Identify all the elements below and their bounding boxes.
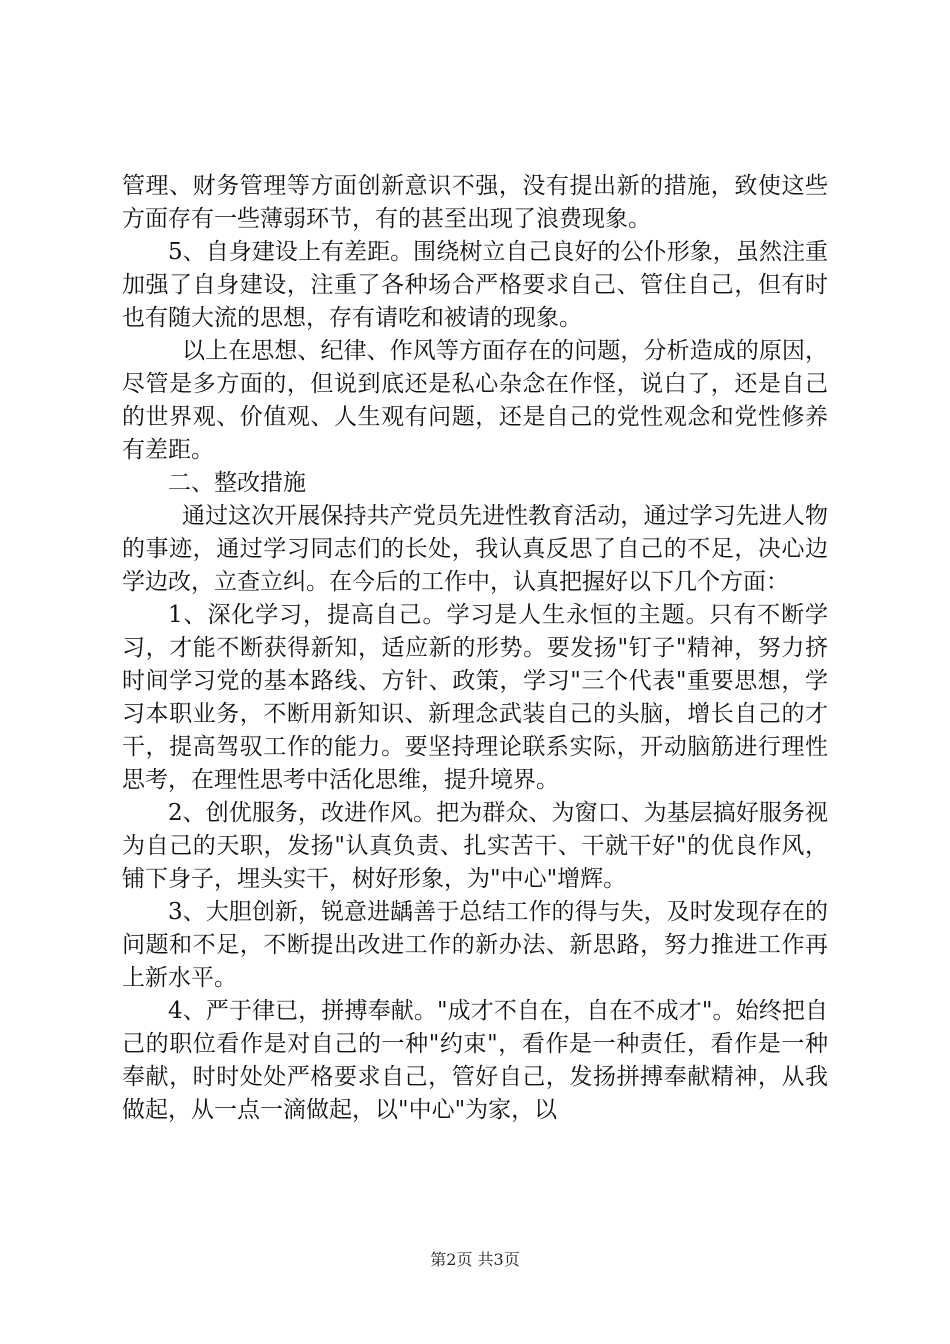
page-number-label: 第2页 共3页 bbox=[430, 1250, 520, 1269]
paragraph-2: 5、自身建设上有差距。围绕树立自己良好的公仆形象，虽然注重加强了自身建设，注重了各种场合严格要求自己、管住自己，但有时也有随大流的思想，存有请吃和被请的现象。 bbox=[122, 239, 828, 331]
document-body bbox=[122, 170, 828, 1127]
paragraph-6: 2、创优服务，改进作风。把为群众、为窗口、为基层搞好服务视为自己的天职，发扬"认真负责、扎实苦干、干就干好"的优良作风，铺下身子，埋头实干，树好形象，为"中心"增辉。 bbox=[122, 800, 828, 892]
paragraph-5: 1、深化学习，提高自己。学习是人生永恒的主题。只有不断学习，才能不断获得新知，适应新的形势。要发扬"钉子"精神，努力挤时间学习党的基本路线、方针、政策，学习"三个代表"重要思想，学习本职业务，不断用新知识、新理念武装自己的头脑，增长自己的才干，提高驾驭工作的能力。要坚持理论联系实际，开动脑筋进行理性思考，在理性思考中活化思维，提升境界。 bbox=[122, 602, 828, 793]
page-footer bbox=[0, 1250, 950, 1270]
section-heading: 二、整改措施 bbox=[168, 470, 306, 496]
paragraph-7: 3、大胆创新，锐意进龋善于总结工作的得与失，及时发现存在的问题和不足，不断提出改进工作的新办法、新思路，努力推进工作再上新水平。 bbox=[122, 899, 828, 991]
paragraph-8: 4、严于律已，拼搏奉献。"成才不自在，自在不成才"。始终把自己的职位看作是对自己的一种"约束"，看作是一种责任，看作是一种奉献，时时处处严格要求自己，管好自己，发扬拼搏奉献精神，从我做起，从一点一滴做起，以"中心"为家，以 bbox=[122, 998, 828, 1123]
paragraph-3: 以上在思想、纪律、作风等方面存在的问题，分析造成的原因，尽管是多方面的，但说到底还是私心杂念在作怪，说白了，还是自己的世界观、价值观、人生观有问题，还是自己的党性观念和党性修养有差距。 bbox=[122, 338, 828, 463]
paragraph-4: 通过这次开展保持共产党员先进性教育活动，通过学习先进人物的事迹，通过学习同志们的长处，我认真反思了自己的不足，决心边学边改，立查立纠。在今后的工作中，认真把握好以下几个方面： bbox=[122, 503, 828, 595]
paragraph-1: 管理、财务管理等方面创新意识不强，没有提出新的措施，致使这些方面存有一些薄弱环节，有的甚至出现了浪费现象。 bbox=[122, 173, 828, 232]
